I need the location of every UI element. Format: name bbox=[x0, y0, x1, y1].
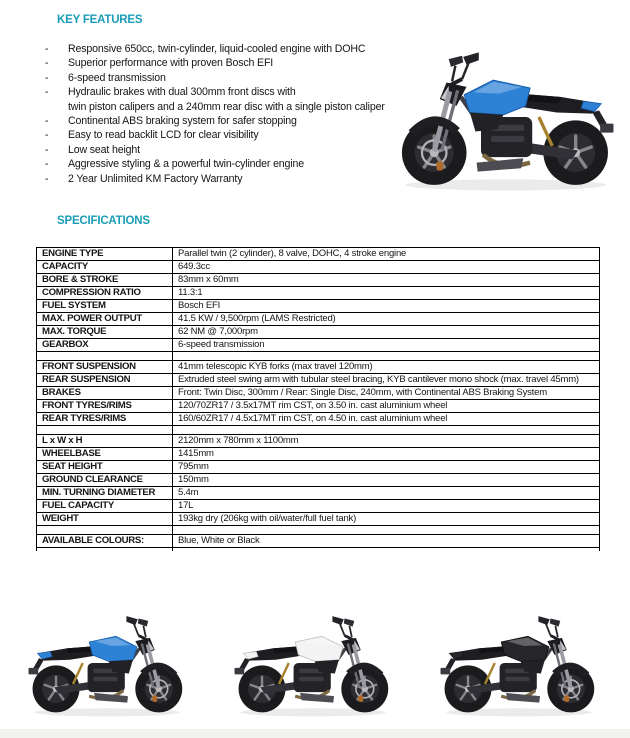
bullet-dash: - bbox=[45, 86, 49, 99]
spec-value: Blue, White or Black bbox=[173, 535, 600, 548]
motorcycle-white-side-graphic bbox=[224, 602, 402, 724]
spec-value: Extruded steel swing arm with tubular steel bracing, KYB cantilever mono shock (max. travel 45mm) bbox=[173, 374, 600, 387]
spec-row bbox=[37, 287, 600, 300]
colour-variant-white bbox=[224, 602, 402, 724]
spec-gap-row bbox=[37, 352, 600, 361]
spec-value: 150mm bbox=[173, 474, 600, 487]
feature-item bbox=[45, 143, 395, 157]
spec-value: 62 NM @ 7,000rpm bbox=[173, 326, 600, 339]
spec-gap-cell bbox=[37, 352, 173, 361]
spec-label: REAR SUSPENSION bbox=[37, 374, 173, 387]
spec-value: 41.5 KW / 9,500rpm (LAMS Restricted) bbox=[173, 313, 600, 326]
spec-row bbox=[37, 400, 600, 413]
spec-gap-cell bbox=[173, 352, 600, 361]
spec-gap-cell bbox=[37, 548, 173, 551]
spec-row bbox=[37, 513, 600, 526]
feature-item bbox=[45, 128, 395, 142]
spec-gap-cell bbox=[37, 526, 173, 535]
spec-value: 11.3:1 bbox=[173, 287, 600, 300]
spec-row bbox=[37, 448, 600, 461]
hero-motorcycle-image bbox=[383, 6, 628, 228]
spec-label: CAPACITY bbox=[37, 261, 173, 274]
feature-item bbox=[45, 114, 395, 128]
spec-label: MAX. TORQUE bbox=[37, 326, 173, 339]
spec-value: 6-speed transmission bbox=[173, 339, 600, 352]
spec-value: 5.4m bbox=[173, 487, 600, 500]
spec-row bbox=[37, 313, 600, 326]
spec-label: L x W x H bbox=[37, 435, 173, 448]
feature-text: Low seat height bbox=[68, 143, 140, 156]
colour-variant-blue bbox=[18, 602, 196, 724]
bullet-dash: - bbox=[45, 143, 49, 156]
colour-variant-black bbox=[430, 602, 608, 724]
spec-row bbox=[37, 535, 600, 548]
spec-row bbox=[37, 261, 600, 274]
feature-text: Superior performance with proven Bosch EFI bbox=[68, 57, 274, 70]
colour-variants-row bbox=[0, 602, 630, 730]
feature-text: Aggressive styling & a powerful twin-cylinder engine bbox=[68, 158, 304, 171]
bullet-dash: - bbox=[45, 57, 49, 70]
specifications-title: SPECIFICATIONS bbox=[57, 215, 150, 227]
feature-text: twin piston calipers and a 240mm rear disc with a single piston caliper bbox=[68, 100, 385, 113]
feature-text: 6-speed transmission bbox=[68, 71, 166, 84]
spec-row bbox=[37, 487, 600, 500]
spec-gap-row bbox=[37, 426, 600, 435]
feature-text: Continental ABS braking system for safer stopping bbox=[68, 115, 297, 128]
spec-gap-cell bbox=[37, 426, 173, 435]
spec-table-bottom-stub bbox=[37, 548, 600, 551]
key-features-title: KEY FEATURES bbox=[57, 14, 143, 26]
spec-row bbox=[37, 326, 600, 339]
feature-text: Hydraulic brakes with dual 300mm front discs with bbox=[68, 86, 296, 99]
motorcycle-blue-side-graphic bbox=[18, 602, 196, 724]
page-bottom-strip bbox=[0, 729, 630, 738]
spec-value: 120/70ZR17 / 3.5x17MT rim CST, on 3.50 in. cast aluminium wheel bbox=[173, 400, 600, 413]
spec-gap-row bbox=[37, 526, 600, 535]
spec-label: GEARBOX bbox=[37, 339, 173, 352]
bullet-dash: - bbox=[45, 158, 49, 171]
spec-value: 1415mm bbox=[173, 448, 600, 461]
bullet-dash: - bbox=[45, 43, 49, 55]
feature-item bbox=[45, 56, 395, 70]
spec-value: 41mm telescopic KYB forks (max travel 120mm) bbox=[173, 361, 600, 374]
feature-item bbox=[45, 172, 395, 186]
spec-row bbox=[37, 248, 600, 261]
spec-row bbox=[37, 300, 600, 313]
motorcycle-blue-hero-graphic bbox=[383, 6, 628, 228]
spec-row bbox=[37, 413, 600, 426]
spec-value: 2120mm x 780mm x 1100mm bbox=[173, 435, 600, 448]
spec-row bbox=[37, 361, 600, 374]
feature-item bbox=[45, 157, 395, 171]
spec-label: SEAT HEIGHT bbox=[37, 461, 173, 474]
spec-row bbox=[37, 374, 600, 387]
feature-text: 2 Year Unlimited KM Factory Warranty bbox=[68, 172, 243, 185]
spec-label: WHEELBASE bbox=[37, 448, 173, 461]
spec-table-body bbox=[37, 248, 600, 551]
bullet-dash: - bbox=[45, 71, 49, 84]
bullet-dash bbox=[45, 100, 68, 114]
feature-item bbox=[45, 100, 395, 114]
spec-value: 83mm x 60mm bbox=[173, 274, 600, 287]
spec-row bbox=[37, 339, 600, 352]
motorcycle-black-side-graphic bbox=[430, 602, 608, 724]
spec-label: GROUND CLEARANCE bbox=[37, 474, 173, 487]
spec-value: 649.3cc bbox=[173, 261, 600, 274]
spec-row bbox=[37, 461, 600, 474]
spec-gap-cell bbox=[173, 548, 600, 551]
spec-label: FRONT TYRES/RIMS bbox=[37, 400, 173, 413]
spec-value: Parallel twin (2 cylinder), 8 valve, DOHC, 4 stroke engine bbox=[173, 248, 600, 261]
feature-item bbox=[45, 42, 395, 56]
spec-label: FUEL CAPACITY bbox=[37, 500, 173, 513]
spec-gap-cell bbox=[173, 426, 600, 435]
spec-label: BRAKES bbox=[37, 387, 173, 400]
spec-value: 17L bbox=[173, 500, 600, 513]
spec-row bbox=[37, 500, 600, 513]
feature-item bbox=[45, 85, 395, 99]
bullet-dash: - bbox=[45, 115, 49, 128]
spec-label: FUEL SYSTEM bbox=[37, 300, 173, 313]
key-features-list bbox=[45, 42, 395, 186]
feature-text: Easy to read backlit LCD for clear visibility bbox=[68, 129, 259, 142]
spec-label: AVAILABLE COLOURS: bbox=[37, 535, 173, 548]
spec-value: Front: Twin Disc, 300mm / Rear: Single Disc, 240mm, with Continental ABS Braking System bbox=[173, 387, 600, 400]
specifications-table bbox=[36, 247, 600, 551]
bullet-dash: - bbox=[45, 129, 49, 142]
feature-item bbox=[45, 71, 395, 85]
spec-value: Bosch EFI bbox=[173, 300, 600, 313]
spec-label: MAX. POWER OUTPUT bbox=[37, 313, 173, 326]
spec-label: ENGINE TYPE bbox=[37, 248, 173, 261]
spec-label: WEIGHT bbox=[37, 513, 173, 526]
spec-gap-cell bbox=[173, 526, 600, 535]
spec-value: 193kg dry (206kg with oil/water/full fuel tank) bbox=[173, 513, 600, 526]
spec-value: 160/60ZR17 / 4.5x17MT rim CST, on 4.50 in. cast aluminium wheel bbox=[173, 413, 600, 426]
spec-label: BORE & STROKE bbox=[37, 274, 173, 287]
spec-row bbox=[37, 474, 600, 487]
bullet-dash: - bbox=[45, 172, 49, 185]
spec-row bbox=[37, 387, 600, 400]
feature-text: Responsive 650cc, twin-cylinder, liquid-cooled engine with DOHC bbox=[68, 43, 366, 55]
spec-row bbox=[37, 274, 600, 287]
spec-label: REAR TYRES/RIMS bbox=[37, 413, 173, 426]
spec-row bbox=[37, 435, 600, 448]
spec-label: MIN. TURNING DIAMETER bbox=[37, 487, 173, 500]
spec-value: 795mm bbox=[173, 461, 600, 474]
spec-label: COMPRESSION RATIO bbox=[37, 287, 173, 300]
spec-label: FRONT SUSPENSION bbox=[37, 361, 173, 374]
